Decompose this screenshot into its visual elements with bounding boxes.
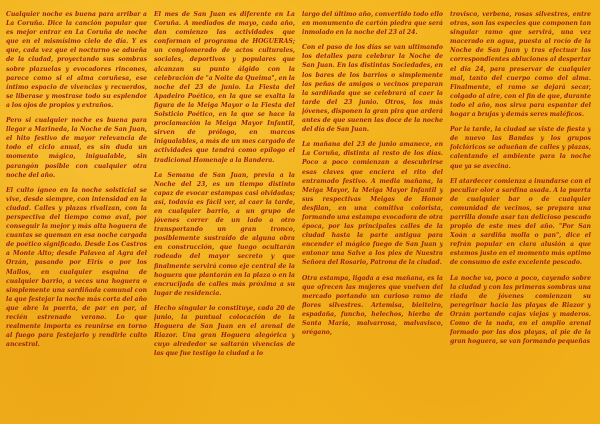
paragraph: Hecho singular lo constituye, cada 20 de junio, la puntual colocación de la Hoguera de San Juan en el arenal de Riazor. Una gran Hoguera alegórica y cuyo alrededor se saltarán vivencias de las que fue testigo la ciudad a lo bbox=[154, 304, 295, 358]
paragraph: Por la tarde, la ciudad se viste de fiesta y de nuevo las Bandas y los grupos folclóricos se adueñan de calles y plazas, calentando el ambiente para la noche que ya se avecina. bbox=[450, 126, 591, 170]
paragraph: La mañana del 23 de junio amanece, en La Coruña, distinta al resto de los días. Poco a poco comienzan a descubrirse esas claves que enciera el rito del entramado festivo. A media mañana, la Meiga Mayor, la Meiga Mayor Infantil y sus respectivas Meigas de Honor desfilan, en una comitiva colorista, formando una estampa evocadora de otra época, por las principales calles de la ciudad hasta la parte antigua para encender el mágico fuego de San Juan y entonar una Salve a los pies de Nuestra Señora del Rosario, Patrona de la ciudad. bbox=[302, 141, 443, 267]
paragraph: La Semana de San Juan, previa a la Noche del 23, es un tiempo distinto capaz de evocar estampas casi olvidadas; así, todavía es fácil ver, al caer la tarde, en cualquier barrio, a un grupo de jóvenes correr de un lado a otro transportando un gran tronco, posiblemente sustraído de alguna obra en construcción, que luego ocultarán rodeado del mayor secreto y que finalmente servirá como eje central de la hoguera que plantarán en la plaza o en la encrucijada de calles más próxima a su lugar de residencia. bbox=[154, 171, 295, 297]
text-column-3 bbox=[302, 10, 443, 414]
paragraph: Pero si cualquier noche es buena para llegar a Marineda, la Noche de San Juan, el hito festivo de mayor relevancia de todo el ciclo anual, es sin duda un momento mágico, inigualable, sin parangón posible con cualquier otra noche del año. bbox=[6, 117, 147, 179]
paragraph: La noche va, poco a poco, cayendo sobre la ciudad y con las primeras sombras una riada de jóvenes comienzan su peregrinar hacia las playas de Riazor y Orzán portando cajas viejas y maderos. Como de la nada, en el amplio arenal formado por las dos playas, al pie de la gran hoguera, se van formando pequeñas bbox=[450, 274, 591, 346]
text-column-4 bbox=[450, 10, 591, 414]
paragraph: Otra estampa, ligada a esa mañana, es la que ofrecen las mujeres que vuelven del mercado portando un curioso ramo de flores silvestres. Artemisa, bieiteiro, espadaña, funcho, helechos, hierba de Santa María, malvarrosa, malvavisco, orégano, bbox=[302, 274, 443, 337]
paragraph: largo del último año, convertido todo ello en monumento de cartón piedra que será inmolado en la noche del 23 al 24. bbox=[302, 11, 443, 37]
paragraph: Cualquier noche es buena para arribar a La Coruña. Dice la canción popular que es mejor entrar en La Coruña de noche que en el mismísimo cielo de día. Y es que, cada vez que el nocturno se adueña de la ciudad, proyectando sus sombras sobre plazuelas y evocadores rincones, parece como si el alma coruñesa, ese íntimo espacio de vivencias y recuerdos, se liberase y mostrase todo su esplendor a los ojos de propios y extraños. bbox=[6, 11, 147, 109]
paragraph: Con el paso de los días se van ultimando los detalles para celebrar la Noche de San Juan. En las distintas Sociedades, en los bares de los barrios o simplemente las peñas de amigos o vecinos preparan la sardiñada que se celebrará al caer la tarde del 23 junio. Otros, los más jóvenes, disponen la gran pira que arderá antes de que suenen las doce de la noche del día de San Juan. bbox=[302, 44, 443, 134]
paragraph: El mes de San Juan es diferente en La Coruña. A mediados de mayo, cada año, dan comienzo las actividades que conforman el programa de HOGUERAS; un conglomerado de actos culturales, sociales, deportivos y populares que alcanzan su punto álgido con la celebración de "a Noite da Queima", en la noche del 23 de junio. La Fiesta del Apadeiro Poético, en la que se exalta la figura de la Meiga Mayor o la Fiesta del Solsticio Poético, en la que se hace la proclamación la Meiga Mayor Infantil, sirven de prólogo, en marcos inigualables, a más de un mes cargado de actividades que tendrá como epílogo el tradicional Homenaje a la Bandera. bbox=[154, 11, 295, 164]
text-column-2 bbox=[154, 10, 295, 414]
text-column-1 bbox=[6, 10, 147, 414]
paragraph: trovisco, verbena, rosas silvestres, entre otras, son las especies que componen tan singular ramo que servirá, una vez macerado en agua, puesta al rocío de la Noche de San Juan y tras efectuar las correspondientes abluciones al despertar el día 24, para preservar de cualquier mal, tanto del cuerpo como del alma. Finalmente, el ramo se dejará secar, colgado al aire, con el fin de que, durante todo el año, nos sirva para espantar del hogar a brujas y demás seres maléficos. bbox=[450, 11, 591, 119]
article-body bbox=[6, 10, 594, 414]
paragraph: El culto ígneo en la noche solsticial se vive, desde siempre, con intensidad en la ciudad. Calles y plazas rivalizan, con la perspectiva del tiempo como aval, por conseguir la mejor y más alta hoguera de cuantas se queman en esa noche cargada de poético significado. Desde Los Castros a Monte Alto; desde Palavea al Agra del Orzán, pasando por Eirís o por los Mallos, en cualquier esquina de cualquier barrio, a veces una hoguera o simplemente una sardiñada comunal con la que festejar la noche más corta del año que abre la puerta, de par en par, al recién estrenado verano. Lo que realmente importa es reunirse en torno al fuego para festejarlo y rendirle culto ancestral. bbox=[6, 186, 147, 349]
paragraph: El atardecer comienza a inundarse con el peculiar olor a sardina asada. A la puerta de cualquier bar o de cualquier comunidad de vecinos, se prepara una parrilla donde asar tan delicioso pescado propio de este mes del año. "Por San Xoán a sardiña molla o pan", dice el refrán popular en clara alusión a que estamos justo en el momento más optimo de consumo de este excelente pescado. bbox=[450, 177, 591, 267]
